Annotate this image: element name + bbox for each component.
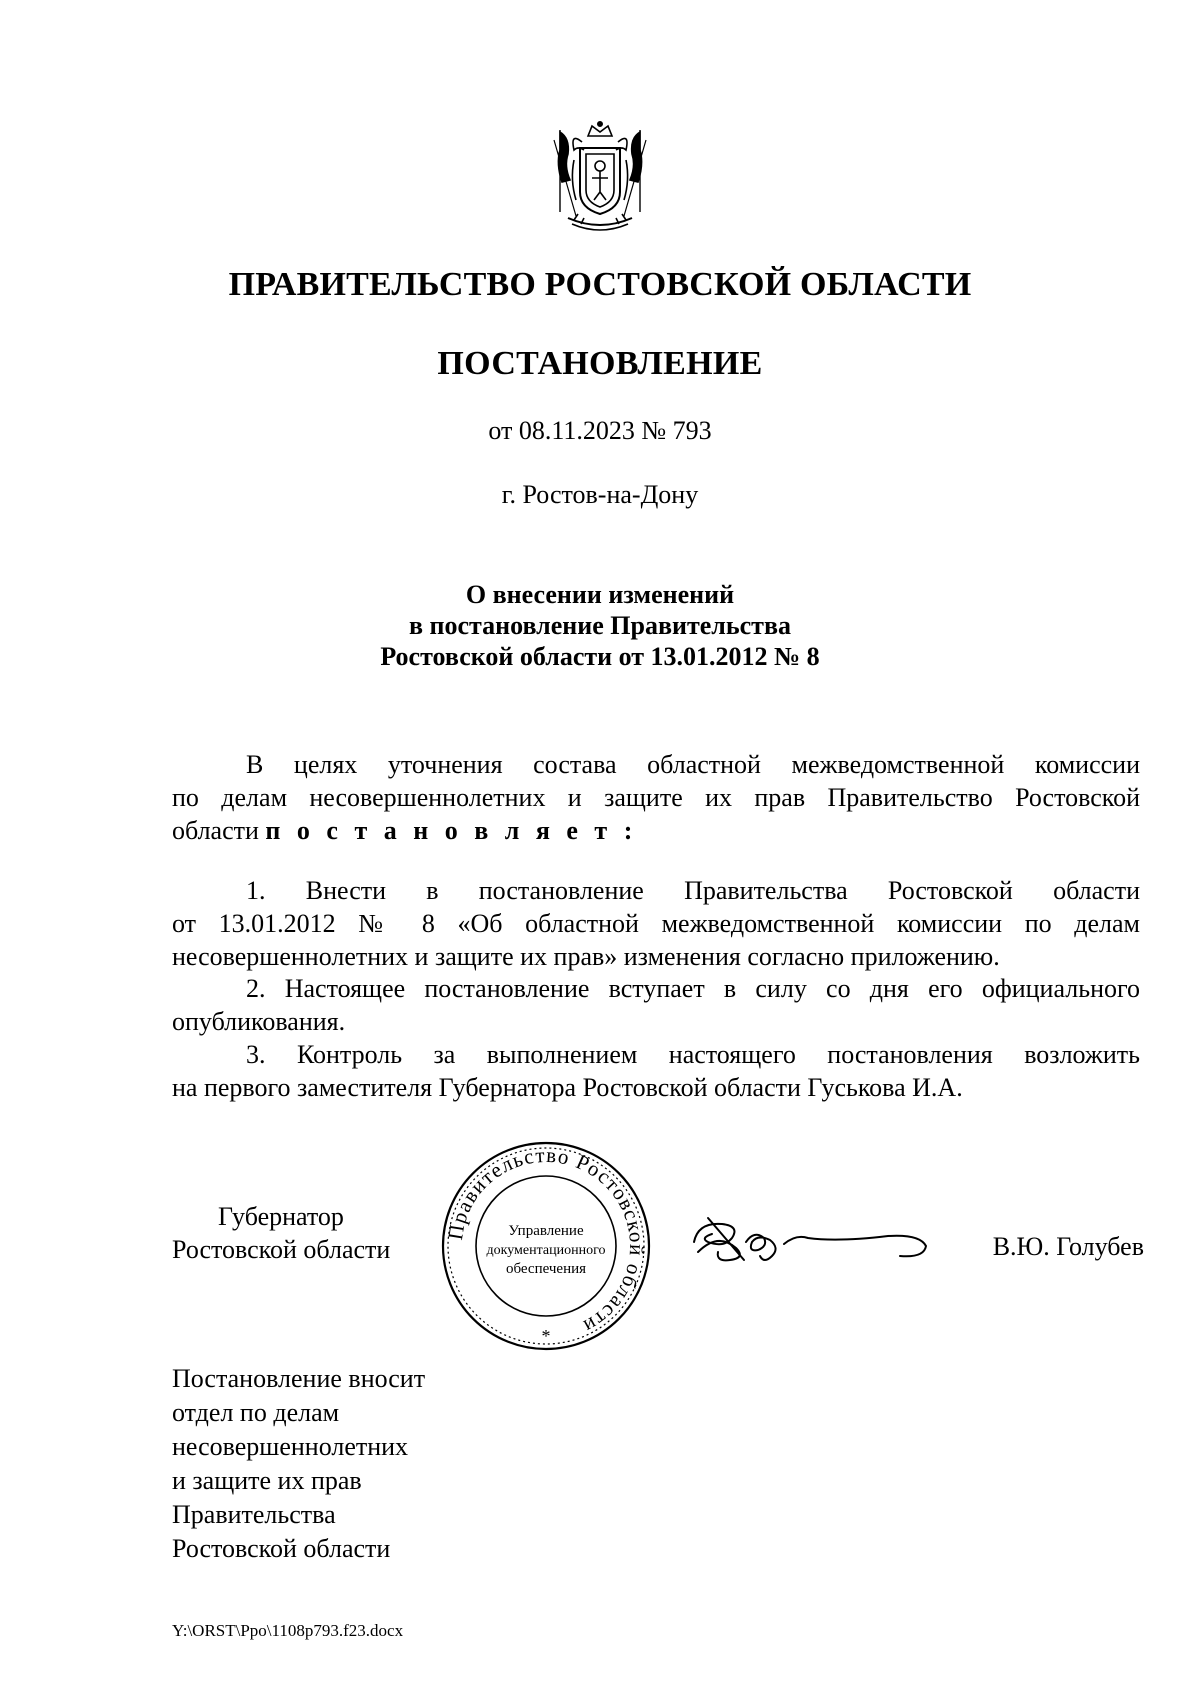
submitted-line: отдел по делам <box>172 1398 340 1427</box>
coat-of-arms-icon <box>548 120 652 234</box>
document-title <box>0 579 1200 672</box>
point-line: от 13.01.2012 № 8 «Об областной межведомственной комиссии по делам <box>172 909 1140 938</box>
point-line: на первого заместителя Губернатора Ростовской области Гуськова И.А. <box>172 1073 963 1102</box>
preamble-line: В целях уточнения состава областной межведомственной комиссии <box>246 750 1140 779</box>
signatory-position-line2: Ростовской области <box>172 1235 391 1264</box>
title-line: Ростовской области от 13.01.2012 № 8 <box>380 642 820 671</box>
point-1 <box>172 874 1140 973</box>
signatory-position-line1: Губернатор <box>218 1202 344 1231</box>
submitted-line: Правительства <box>172 1500 336 1529</box>
submitted-by <box>172 1362 425 1566</box>
file-path: Y:\ORST\Ppo\1108p793.f23.docx <box>172 1621 404 1640</box>
submitted-line: несовершеннолетних <box>172 1432 409 1461</box>
organization-name: ПРАВИТЕЛЬСТВО РОСТОВСКОЙ ОБЛАСТИ <box>228 266 972 303</box>
submitted-line: Ростовской области <box>172 1534 391 1563</box>
seal-outer-text: Правительство Ростовской области <box>443 1142 650 1340</box>
point-line: несовершеннолетних и защите их прав» изменения согласно приложению. <box>172 942 1000 971</box>
signatory-name: В.Ю. Голубев <box>992 1232 1144 1261</box>
point-line: 1. Внести в постановление Правительства Ростовской области <box>246 876 1140 905</box>
point-2 <box>172 972 1140 1038</box>
preamble-line: по делам несовершеннолетних и защите их прав Правительство Ростовской <box>172 783 1140 812</box>
city-line: г. Ростов-на-Дону <box>501 480 699 509</box>
date-number-line: от 08.11.2023 № 793 <box>488 416 712 445</box>
handwritten-signature-icon <box>688 1212 934 1270</box>
title-line: в постановление Правительства <box>408 611 791 640</box>
decree-word: п о с т а н о в л я е т : <box>265 816 638 845</box>
submitted-line: и защите их прав <box>172 1466 362 1495</box>
seal-inner-line: документационного <box>486 1243 606 1258</box>
preamble-line-last <box>172 814 1140 847</box>
round-seal-icon <box>440 1140 652 1352</box>
point-line: 2. Настоящее постановление вступает в силу со дня его официального <box>246 974 1140 1003</box>
seal-inner-line: Управление <box>508 1223 584 1239</box>
preamble <box>172 748 1140 847</box>
seal-bottom-mark: * <box>541 1326 551 1346</box>
seal-inner-line: обеспечения <box>505 1261 587 1277</box>
document-type: ПОСТАНОВЛЕНИЕ <box>437 345 763 382</box>
point-line: 3. Контроль за выполнением настоящего постановления возложить <box>246 1040 1140 1069</box>
point-line: опубликования. <box>172 1007 346 1036</box>
preamble-prefix: области <box>172 816 266 845</box>
title-line: О внесении изменений <box>465 580 735 609</box>
point-3 <box>172 1038 1140 1104</box>
submitted-line: Постановление вносит <box>172 1364 426 1393</box>
